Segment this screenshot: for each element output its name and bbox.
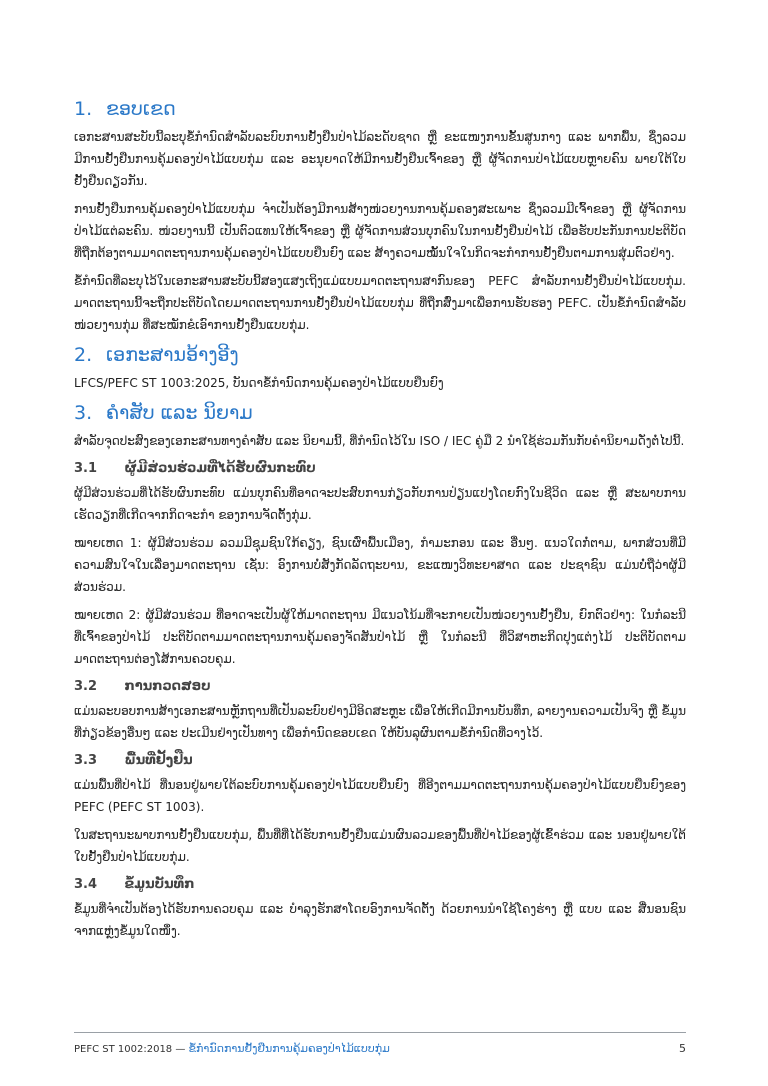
paragraph: ຜູ້ມີສ່ວນຮ່ວມທີ່ໄດ້ຮັບຜົນກະທົບ ແມ່ນບຸກຄົນທີ່ອາດຈະປະສົບການກ່ຽວກັບການປ່ຽນແປງໂດຍກົງໃນຊີວິດ ແລະ ຫຼື ສະພາບການເຮັດວຽກທີ່ເກີດຈາກກິດຈະກໍາ ຂອງການຈັດຕັ້ງກຸ່ມ. [74, 486, 686, 522]
footer-document-title: ຂໍ້ກໍານົດການຢັ້ງຢືນການຄຸ້ມຄອງປ່າໄມ້ແບບກຸ່ມ [188, 1042, 390, 1055]
section-heading-references [74, 342, 686, 368]
paragraph: ແມ່ນລະບອບການສ້າງເອກະສານຫຼັກຖານທີ່ເປັນລະບົບຢ່າງມີອິດສະຫຼະ ເພື່ອໃຫ້ເກີດມີການບັນທຶກ, ລາຍງານຄວາມເປັນຈິງ ຫຼື ຂໍ້ມູນທີ່ກ່ຽວຂ້ອງອື່ນໆ ແລະ ປະເມີນຢ່າງເປັນທາງ ເພື່ອກໍານົດຂອບເຂດ ໃຫ້ບັນລຸຜົນຕາມຂໍ້ກໍານົດທີ່ວາງໄວ້. [74, 704, 686, 740]
paragraph: ຂໍ້ກໍານົດທີ່ລະບຸໄວ້ໃນເອກະສານສະບັບນີ້ສອງແສງເຖິງແມ່ແບບມາດຕະຖານສາກົນຂອງ PEFC ສໍາລັບການຢັ້ງຢືນປ່າໄມ້ແບບກຸ່ມ. ມາດຕະຖານນີ້ຈະຖືກປະຕິບັດໂດຍມາດຕະຖານການຢັ້ງຢືນປ່າໄມ້ແບບກຸ່ມ ທີ່ຖືກສົ່ງມາເພື່ອການຮັບຮອງ PEFC. ເປັນຂໍ້ກໍານົດສໍາລັບ ໜ່ວຍງານກຸ່ມ ທີ່ສະໝັກຂໍເອົາການຢັ້ງຢືນແບບກຸ່ມ. [74, 274, 686, 332]
subsection-number: 3.3 [74, 753, 98, 768]
subsection-number: 3.1 [74, 461, 98, 476]
subsection-number: 3.2 [74, 679, 98, 694]
paragraph: ຂໍ້ມູນທີ່ຈໍາເປັນຕ້ອງໄດ້ຮັບການຄວບຄຸມ ແລະ ບໍາລຸງຮັກສາໂດຍອົງການຈັດຕັ້ງ ດ້ວຍການນໍາໃຊ້ໂຄງຮ່າງ ຫຼື ແບບ ແລະ ສື່ນອນຊົນຈາກແຫຼ່ງຂໍ້ມູນໃດໜຶ່ງ. [74, 902, 686, 938]
subsection-title: ຜູ້ມີສ່ວນຮ່ວມທີ່ໄດ້ຮັບຜົນກະທົບ [124, 461, 316, 476]
subsection-heading [74, 874, 686, 896]
section-number: 2. [74, 344, 93, 366]
paragraph: ແມ່ນພື້ນທີ່ປ່າໄມ້ ທີ່ນອນຢູ່ພາຍໃຕ້ລະບົບການຄຸ້ມຄອງປ່າໄມ້ແບບຍືນຍົງ ທີ່ອີງຕາມມາດຕະຖານການຄຸ້ມຄອງປ່າໄມ້ແບບຍືນຍົງຂອງ PEFC (PEFC ST 1003). [74, 778, 686, 814]
paragraph: ໃນສະຖານະພາບການຢັ້ງຢືນແບບກຸ່ມ, ພື້ນທີ່ທີ່ໄດ້ຮັບການຢັ້ງຢືນແມ່ນຜົນລວມຂອງພື້ນທີ່ປ່າໄມ້ຂອງຜູ້ເຂົ້າຮ່ວມ ແລະ ນອນຢູ່ພາຍໃຕ້ໃບຢັ້ງຢືນປ່າໄມ້ແບບກຸ່ມ. [74, 828, 686, 864]
footer-document-code: PEFC ST 1002:2018 — [74, 1044, 186, 1055]
subsection-heading [74, 676, 686, 698]
note: ໝາຍເຫດ 1: ຜູ້ມີສ່ວນຮ່ວມ ລວມມີຊຸມຊົນໃກ້ຄຽງ, ຊົນເຜົ່າພື້ນເມືອງ, ກໍາມະກອນ ແລະ ອື່ນໆ. ແນວໃດກໍ່ຕາມ, ພາກສ່ວນທີ່ມີຄວາມສົນໃຈໃນເລື່ອງມາດຕະຖານ ເຊັ່ນ: ອົງການບໍ່ສັງກັດລັດຖະບານ, ຂະແໜງວິທະຍາສາດ ແລະ ປະຊາຊົນ ແມ່ນບໍ່ຖືວ່າຜູ້ມີສ່ວນຮ່ວມ. [74, 536, 686, 594]
paragraph: ເອກະສານສະບັບນີ້ລະບຸຂໍ້ກໍານົດສໍາລັບລະບົບການຢັ້ງຢືນປ່າໄມ້ລະດັບຊາດ ຫຼື ຂະແໜງການຂັ້ນສູນກາງ ແລະ ພາກພື້ນ, ຊຶ່ງລວມມີການຢັ້ງຢືນການຄຸ້ມຄອງປ່າໄມ້ແບບກຸ່ມ ແລະ ອະນຸຍາດໃຫ້ມີການຢັ້ງຢືນເຈົ້າຂອງ ຫຼື ຜູ້ຈັດການປ່າໄມ້ແບບຫຼາຍຄົນ ພາຍໃຕ້ໃບຢັ້ງຢືນດຽວກັນ. [74, 130, 686, 188]
subsection-heading [74, 750, 686, 772]
page-footer [74, 1042, 686, 1055]
paragraph: ສໍາລັບຈຸດປະສົງຂອງເອກະສານທາງຄໍາສັບ ແລະ ນິຍາມນີ້, ທີ່ກໍານົດໄວ້ໃນ ISO / IEC ຄູ່ມື 2 ນໍາໃຊ້ຮ່ວມກັນກັບຄໍານິຍາມດັ່ງຕໍ່ໄປນີ້. [74, 434, 685, 448]
section-title: ຄໍາສັບ ແລະ ນິຍາມ [106, 402, 253, 424]
section-title: ເອກະສານອ້າງອີງ [106, 344, 239, 366]
subsection-title: ການກວດສອບ [124, 679, 211, 694]
section-heading-terms [74, 400, 686, 426]
footer-divider [74, 1032, 686, 1033]
page-number: 5 [679, 1042, 686, 1055]
section-number: 3. [74, 402, 93, 424]
subsection-title: ພື້ນທີ່ຢັ້ງຢືນ [124, 753, 193, 768]
section-heading-scope [74, 96, 686, 122]
subsection-title: ຂໍ້ມູນບັນທຶກ [124, 877, 195, 892]
document-body [74, 96, 686, 948]
subsection-heading [74, 458, 686, 480]
subsection-number: 3.4 [74, 877, 98, 892]
paragraph: LFCS/PEFC ST 1003:2025, ບັນດາຂໍ້ກໍານົດການຄຸ້ມຄອງປ່າໄມ້ແບບຍືນຍົງ [74, 376, 444, 390]
section-number: 1. [74, 98, 93, 120]
note: ໝາຍເຫດ 2: ຜູ້ມີສ່ວນຮ່ວມ ທີ່ອາດຈະເປັນຜູ້ໃຫ້ມາດຕະຖານ ມີແນວໂນ້ມທີ່ຈະກາຍເປັນໜ່ວຍງານຢັ້ງຢືນ, ຍົກຕົວຢ່າງ: ໃນກໍລະນີ ທີ່ເຈົ້າຂອງປ່າໄມ້ ປະຕິບັດຕາມມາດຕະຖານການຄຸ້ມຄອງຈັດສັນປ່າໄມ້ ຫຼື ໃນກໍລະນີ ທີ່ວິສາຫະກິດປຸງແຕ່ງໄມ້ ປະຕິບັດຕາມມາດຕະຖານຕ່ອງໂສ້ການຄວບຄຸມ. [74, 608, 686, 666]
paragraph: ການຢັ້ງຢືນການຄຸ້ມຄອງປ່າໄມ້ແບບກຸ່ມ ຈໍາເປັນຕ້ອງມີການສ້າງໜ່ວຍງານການຄຸ້ມຄອງສະເພາະ ຊຶ່ງລວມມີເຈົ້າຂອງ ຫຼື ຜູ້ຈັດການປ່າໄມ້ແຕ່ລະຄົນ. ໜ່ວຍງານນີ້ ເປັນຕົວແທນໃຫ້ເຈົ້າຂອງ ຫຼື ຜູ້ຈັດການສ່ວນບຸກຄົນໃນການຢັ້ງຢືນປ່າໄມ້ ເພື່ອຮັບປະກັນການປະຕິບັດ ທີ່ຖືກຕ້ອງຕາມມາດຕະຖານການຄຸ້ມຄອງປ່າໄມ້ແບບຍືນຍົງ ແລະ ສ້າງຄວາມໝັ້ນໃຈໃນກິດຈະກໍາການຢັ້ງຢືນຕາມການສຸ່ມຕົວຢ່າງ. [74, 202, 686, 260]
section-title: ຂອບເຂດ [106, 98, 176, 120]
